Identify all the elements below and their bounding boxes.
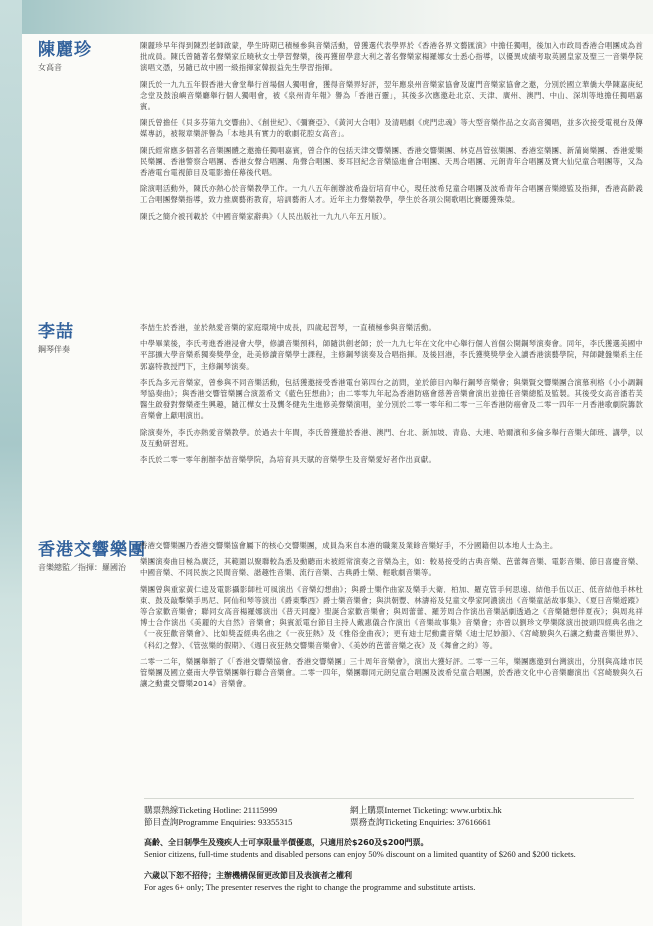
bio-body [140,322,643,470]
age-note [144,870,634,893]
performer-name: 李喆 [38,322,74,342]
bio-paragraph: 中學畢業後，李氏考進香港浸會大學，修讀音樂預科，師隨洪劍老師；於一九九七年在文化中心舉行個人首個公開鋼琴演奏會。同年，李氏獲選美國中平部擴大學音樂系獨奏獎學金，赴美修讀音樂學士課程，主修鋼琴演奏及合唱指揮。及後回港，李氏獲獎獎學金入讀香港演藝學院，拜師鍵盤樂系主任郭嘉特教授門下，主修鋼琴演奏。 [140,339,643,371]
programme-enquiries: 節目查詢Programme Enquiries: 93355315 [144,817,293,827]
discount-note [144,837,634,860]
bio-heading [38,40,148,73]
bio-paragraph: 陳麗珍早年得到陳烈老師啟蒙，學生時期已積極參與音樂活動，曾獲選代表學界於《香港各界文藝匯演》中擔任獨唱，後加入市政局香港合唱團成為首批成員。陳氏曾隨著名聲樂家丘曉秋女士學習聲樂，後再獲留學意大利之著名聲樂家楊羅娜女士悉心指導，以優異成績考取英國皇家及聖三一音樂學院演唱文憑，另隨已故中國一級指揮家韓振益先生學習指揮。 [140,41,643,73]
internet-ticketing: 網上購票Internet Ticketing: www.urbtix.hk [350,805,502,815]
bio-paragraph: 陳氏於一九九五年假香港大會堂舉行首場個人獨唱會，獲得音樂界好評，翌年應泉州音樂家協會及廈門音樂家協會之邀，分別於國立華僑大學陳嘉庚紀念堂及鼓浪嶼音樂廳舉行個人獨唱會，被《泉州青年報》譽為「香港百靈」，其後多次應邀赴北京、天津、廣州、澳門、中山、深圳等地擔任獨唱嘉賓。 [140,79,643,112]
bio-paragraph: 陳氏經常應多個著名音樂團體之邀擔任獨唱嘉賓，曾合作的包括天津交響樂團、香港交響樂團、林克昌管弦樂團、香港室樂團、新蒲崗樂團、香港愛樂民樂團、香港警察合唱團、香港女聲合唱團、角聲合唱團、麥耳回紀念音樂協進會合唱團、天馬合唱團、元朗青年合唱團及寶大仙兒童合唱團等，又為香港電台電視節目及電影擔任幕後代唱。 [140,145,643,178]
bio-paragraph: 除演奏外，李氏亦熱愛音樂教學。於過去十年間，李氏曾獲邀於香港、澳門、台北、新加坡、青島、大連、哈爾濱和多倫多舉行音樂大師班、講學，以及互動研習班。 [140,427,643,448]
enquiries-row [144,816,634,828]
bio-paragraph: 李氏為多元音樂家，曾參與不同音樂活動，包括獲邀接受香港電台第四台之訪問，並於節目內舉行鋼琴音樂會；與樂賢交響樂團合演慕利格《小小調鋼琴協奏曲》；與香港交響管樂團合演蓋希文《藍色狂想曲》；由二零零九年起為香港防癌會慈善音樂會演出並擔任音樂總監及監製。其後受女高音潘若芙醫生啟發對聲樂產生興趣，隨江樺女士及龔冬健先生進修美聲樂演唱，並分別於二零一零年和二零一三年香港防癌會及二零一四年一月香港歌劇院籌款音樂會上獻唱演出。 [140,377,643,421]
orchestra-name: 香港交響樂團 [38,540,146,560]
bio-heading [38,322,148,355]
left-decorative-band [0,0,22,926]
bio-paragraph: 陳氏之簡介被刊載於《中國音樂家辭典》（人民出版社一九九八年五月版）。 [140,211,391,221]
discount-en: Senior citizens, full-time students and disabled persons can enjoy 50% discount on a limited quantity of $260 and $200 tickets. [144,848,576,859]
discount-zh: 高齡、全日制學生及殘疾人士可享限量半價優惠，只適用於$260及$200門票。 [144,838,429,847]
ticketing-enquiries: 票務查詢Ticketing Enquiries: 37616661 [350,817,491,827]
age-en: For ages 6+ only; The presenter reserves the right to change the programme and substitute artists. [144,881,476,892]
bio-body [140,40,643,227]
performer-name: 陳麗珍 [38,40,92,60]
bio-heading [38,540,148,573]
bio-paragraph: 除演唱活動外，陳氏亦熱心於音樂教學工作。一九八五年創辦波希盎衍培育中心，現任波希兒童合唱團及波希青年合唱團音樂總監及指揮，香港高齡義工合唱團聲樂指導，致力推廣藝術教育，培訓藝術人才。近年主力聲樂教學，學生於各項公開歌唱比賽屢獲殊榮。 [140,184,643,205]
bio-paragraph: 二零一二年，樂團舉辦了《「香港交響樂協會．香港交響樂團」三十周年音樂會》，演出大獲好評。二零一三年，樂團應邀到台灣演出，分別與高雄市民管樂團及國立臺南大學管樂團舉行聯合音樂會。二零一四年，樂團聯同元朗兒童合唱團及波希兒童合唱團，於香港文化中心音樂廳演出《宮崎駿與久石讓之動畫交響樂2014》音樂會。 [140,656,643,689]
bio-paragraph: 李氏於二零一零年創辦李喆音樂學院，為培育具天賦的音樂學生及音樂愛好者作出貢獻。 [140,455,437,465]
ticketing-hotline: 購票熱線Ticketing Hotline: 21115999 [144,805,278,815]
performer-role: 女高音 [38,63,62,72]
performer-role: 鋼琴伴奏 [38,345,70,354]
bio-paragraph: 樂團演奏曲目極為廣泛，其範圍以聚聯較為悉及動聽而未被經常演奏之音樂為主，如：較易接受的古典音樂、芭蕾舞音樂、電影音樂、節日喜慶音樂、中國音樂、不同民族之民間音樂、諧趣性音樂、流行音樂、古典爵士樂、輕歌劇音樂等。 [140,557,643,578]
footer-divider [144,798,634,799]
bio-body [140,540,643,694]
bio-paragraph: 李喆生於香港，並於熱愛音樂的家庭環境中成長，四歲起習琴，一直積極參與音樂活動。 [140,323,437,332]
age-zh: 六歲以下恕不招待；主辦機構保留更改節目及表演者之權利 [144,871,352,880]
conductor-role: 音樂總監／指揮：羅國治 [38,563,126,572]
bio-paragraph: 樂團曾與重家黃仁逵及電影攝影師杜可風演出《音樂幻想曲》；與爵士樂作曲家及樂手大衛．柏加、羅克管手何思遠、結他手伍以正、低音結他手林杜東、鼓及敲擊樂手馬尼、阿仙和琴等演出《爵東擊西》爵士樂音樂會；與洪朝豐、林濤裕及兒童文學家阿濃演出《音樂童話故事集》、《夏日音樂遊蹤》等合家歡音樂會；聯同女高音楊羅娜演出《普天同慶》聖誕合家歡音樂會；與周蕾蕾、羅芳周合作演出音樂話劇透過之《音樂隨想伴夏夜》；與周兆祥博士合作演出《美麗的大自然》音樂會；與賓派電台節目主持人戴惠儀合作演出《音樂故事集》音樂會；亦曾以劉珍文學樂隊演出披頭四經典名曲之《一夜狂歡音樂會》、比如獎盃經典名曲之《一夜狂熱》及《雅俗金曲夜》；更有迪士尼動畫音樂《迪士尼妙韻》、《宮崎駿與久石讓之動畫音樂世界》、《科幻之聲》、《管弦樂的假期》、《週日夜狂熱交響樂音樂會》、《美妙的芭蕾音樂之夜》及《舞會之約》等。 [140,584,643,650]
header-band [0,0,653,34]
bio-paragraph: 香港交響樂團乃香港交響樂協會屬下的核心交響樂團，成員為來自本港的職業及業餘音樂好手，不分國籍但以本地人士為主。 [140,541,558,550]
bio-paragraph: 陳氏曾擔任《貝多芬第九交響曲》、《創世紀》、《彌賽亞》、《黃河大合唱》及清唱劇《虎門忠魂》等大型音樂作品之女高音獨唱，並多次接受電視台及傳媒專訪，被報章樂評譽為「本地具有實力的歌劇花腔女高音」。 [140,118,643,139]
ticketing-row [144,804,634,816]
ticketing-footer [144,804,634,893]
